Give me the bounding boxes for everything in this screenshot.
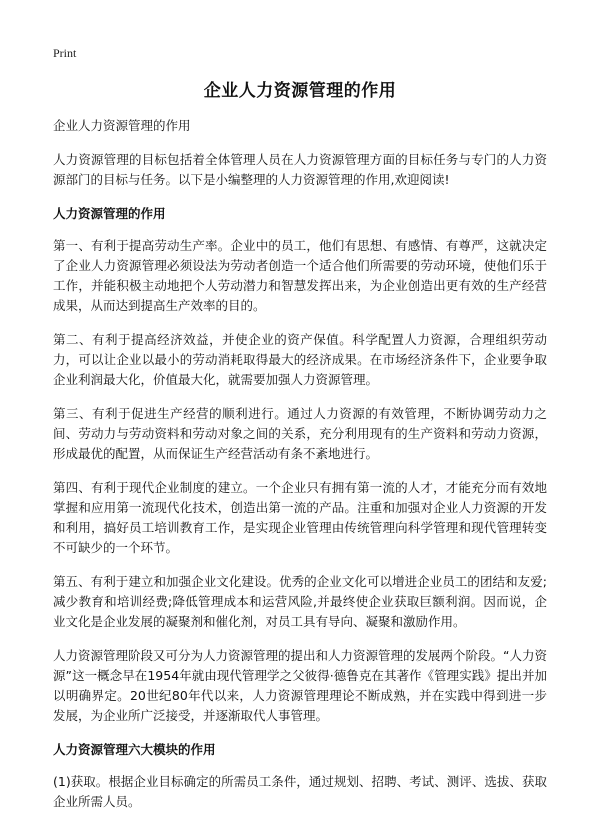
- section-heading-role: 人力资源管理的作用: [53, 206, 166, 221]
- paragraph-5: 第五、有利于建立和加强企业文化建设。优秀的企业文化可以增进企业员工的团结和友爱;减少教育和培训经费;降低管理成本和运营风险,并最终使企业获取巨额利润。因而说，企业文化是企业发展的凝聚剂和催化剂，对员工具有导向、凝聚和激励作用。: [53, 574, 547, 629]
- paragraph-1: 第一、有利于提高劳动生产率。企业中的员工，他们有思想、有感情、有尊严，这就决定了企业人力资源管理必须设法为劳动者创造一个适合他们所需要的劳动环境，使他们乐于工作，并能积极主动地把个人劳动潜力和智慧发挥出来，为企业创造出更有效的生产经营成果，从而达到提高生产效率的目的。: [53, 238, 547, 313]
- paragraph-6: 人力资源管理阶段又可分为人力资源管理的提出和人力资源管理的发展两个阶段。“人力资源”这一概念早在1954年就由现代管理学之父彼得·德鲁克在其著作《管理实践》提出并加以明确界定。20世纪80年代以来，人力资源管理理论不断成熟，并在实践中得到进一步发展，为企业所广泛接受，并逐渐取代人事管理。: [53, 648, 547, 723]
- paragraph-3: 第三、有利于促进生产经营的顺利进行。通过人力资源的有效管理，不断协调劳动力之间、劳动力与劳动资料和劳动对象之间的关系，充分利用现有的生产资料和劳动力资源，形成最优的配置，从而保证生产经营活动有条不紊地进行。: [53, 406, 547, 461]
- print-link[interactable]: Print: [53, 46, 77, 60]
- intro-paragraph: 人力资源管理的目标包括着全体管理人员在人力资源管理方面的目标任务与专门的人力资源部门的目标与任务。以下是小编整理的人力资源管理的作用,欢迎阅读!: [53, 152, 547, 187]
- page-subtitle: 企业人力资源管理的作用: [53, 118, 191, 133]
- section-heading-six-modules: 人力资源管理六大模块的作用: [53, 742, 216, 757]
- paragraph-4: 第四、有利于现代企业制度的建立。一个企业只有拥有第一流的人才，才能充分而有效地掌握和应用第一流现代化技术，创造出第一流的产品。注重和加强对企业人力资源的开发和利用，搞好员工培训教育工作，是实现企业管理由传统管理向科学管理和现代管理转变不可缺少的一个环节。: [53, 480, 547, 555]
- document-body: [53, 78, 547, 826]
- paragraph-2: 第二、有利于提高经济效益，并使企业的资产保值。科学配置人力资源，合理组织劳动力，可以让企业以最小的劳动消耗取得最大的经济成果。在市场经济条件下，企业要争取企业利润最大化，价值最大化，就需要加强人力资源管理。: [53, 332, 547, 387]
- paragraph-7: (1)获取。根据企业目标确定的所需员工条件，通过规划、招聘、考试、测评、选拔、获取企业所需人员。: [53, 774, 547, 809]
- page-title: 企业人力资源管理的作用: [203, 81, 397, 101]
